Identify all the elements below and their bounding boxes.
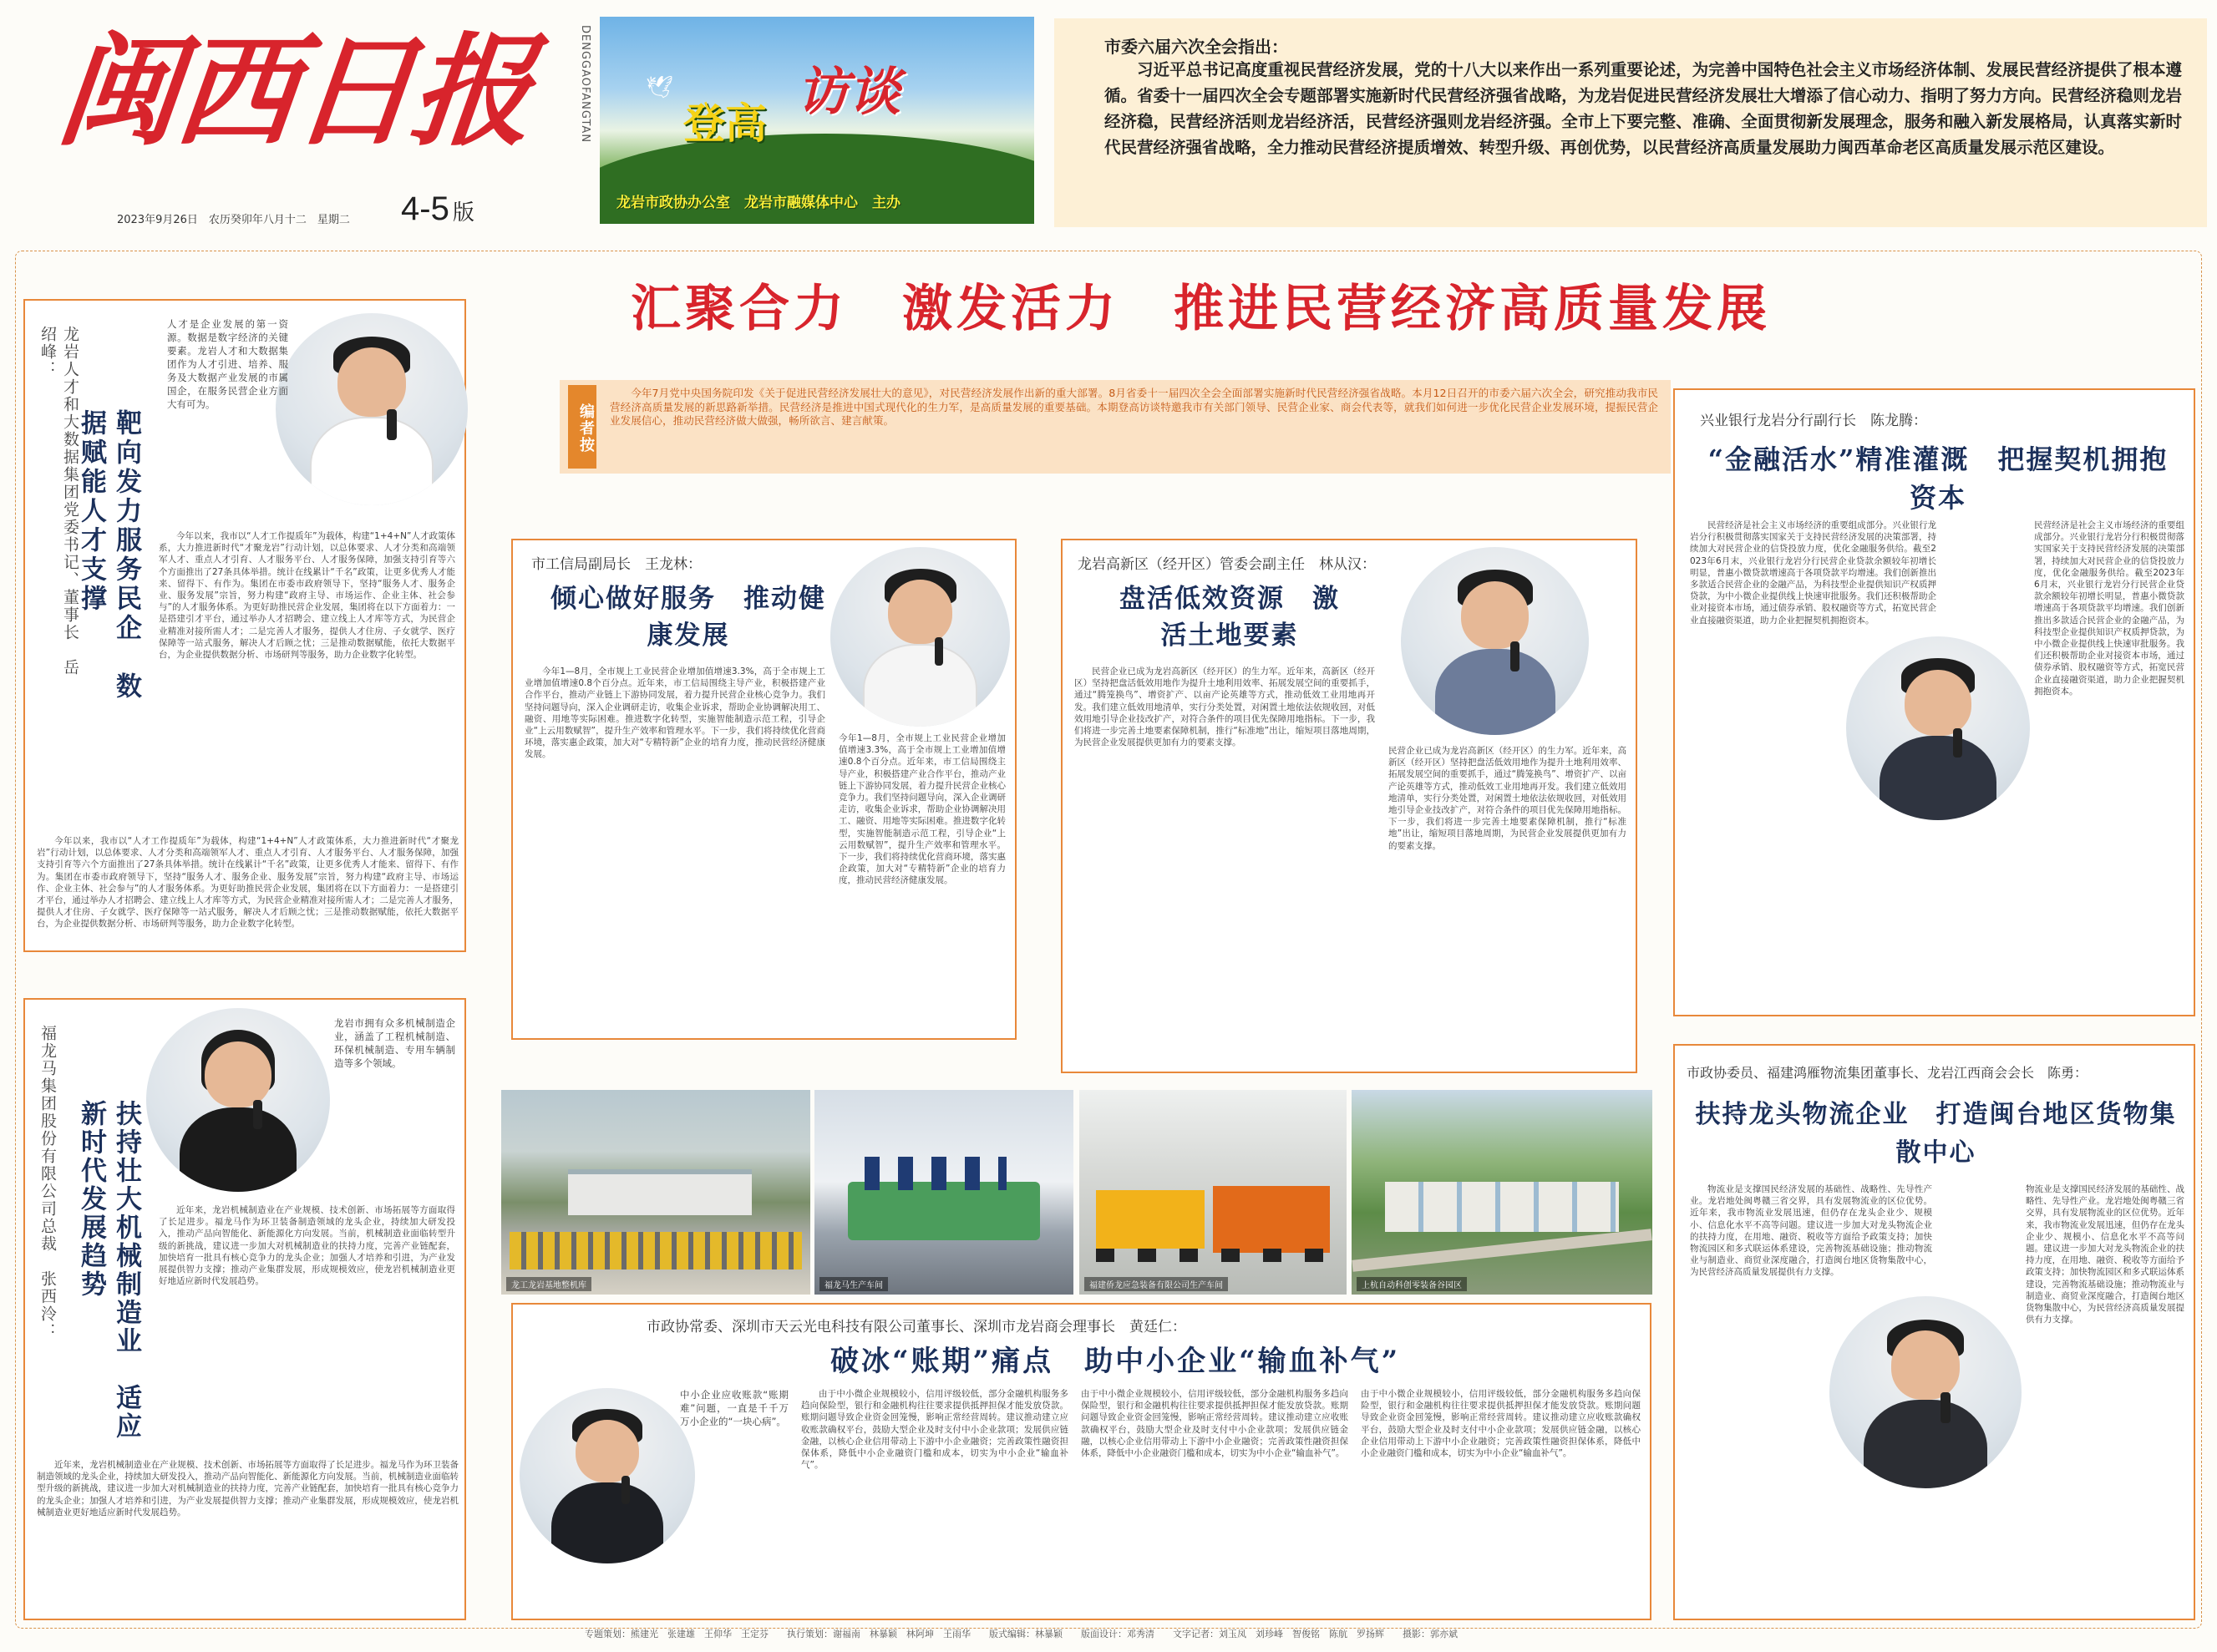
credits-footer: 专题策划：熊建光 张建雄 王仰华 王定芬 执行策划：谢福南 林暴颖 林阿坤 王雨华 版式编辑：林暴颖 版面设计：邓秀清 文字记者：刘玉凤 刘珍峰 智俊铭 陈航 罗扬辉 摄影：郭亦斌 xyxy=(585,1629,1458,1639)
page-number xyxy=(401,190,474,228)
main-headline: 汇聚合力 激发活力 推进民营经济高质量发展 xyxy=(631,280,1771,338)
editor-note xyxy=(560,380,1671,474)
photo-wang xyxy=(830,547,1010,727)
face-shape xyxy=(888,580,952,644)
photo-chen-longteng xyxy=(1846,636,2030,820)
banner-title-a: 登高 xyxy=(683,99,767,148)
microphone-icon xyxy=(1510,641,1519,671)
body-lin: 民营企业已成为龙岩高新区（经开区）的生力军。近年来，高新区（经开区）坚持把盘活低效用地作为提升土地利用效率、拓展发展空间的重要抓手，通过“腾笼换鸟”、增资扩产、以亩产论英雄等方式，推动低效工业用地再开发。我们建立低效用地清单，实行分类处置，对闲置土地依法依规收回，对低效用地引导企业技改扩产，对符合条件的项目优先保障用地指标。下一步，我们将进一步完善土地要素保障机制，推行“标准地”出让，缩短项目落地周期，为民营企业发展提供更加有力的要素支撑。 xyxy=(1074,666,1375,748)
orange-truck xyxy=(1213,1186,1330,1253)
park-buildings xyxy=(1385,1182,1619,1232)
body-zhang: 近年来，龙岩机械制造业在产业规模、技术创新、市场拓展等方面取得了长足进步。福龙马作为环卫装备制造领域的龙头企业，持续加大研发投入，推动产品向智能化、新能源化方向发展。当前，机械制造业面临转型升级的新挑战，建议进一步加大对机械制造业的扶持力度，完善产业链配套，加快培育一批具有核心竞争力的龙头企业；加强人才培养和引进，为产业发展提供智力支撑；推动产业集群发展，形成规模效应，使龙岩机械制造业更好地适应新时代发展趋势。 xyxy=(159,1205,455,1287)
headline-wang xyxy=(546,580,830,654)
body-chen-longteng: 民营经济是社会主义市场经济的重要组成部分。兴业银行龙岩分行积极贯彻落实国家关于支持民营经济发展的决策部署，持续加大对民营企业的信贷投放力度，优化金融服务供给。截至2023年6月末，兴业银行龙岩分行民营企业贷款余额较年初增长明显，普惠小微贷款增速高于各项贷款平均增速。我们创新推出多款适合民营企业的金融产品，为科技型企业提供知识产权质押贷款，为中小微企业提供线上快速审批服务。我们还积极帮助企业对接资本市场，通过债券承销、股权融资等方式，拓宽民营企业直接融资渠道，助力企业把握契机拥抱资本。 xyxy=(1690,520,1936,626)
photo-zhang xyxy=(146,1008,330,1192)
headline-lin-text: 盘活低效资源 激活土地要素 xyxy=(1119,584,1340,651)
masthead xyxy=(0,0,2217,251)
intro-huang: 中小企业应收账款“账期难”问题，一直是千千万万小企业的“一块心病”。 xyxy=(680,1389,789,1427)
photo-huang xyxy=(520,1388,695,1563)
suit-shape xyxy=(1880,736,1997,820)
headline-chen-yong xyxy=(1692,1096,2180,1173)
photo-chen-yong xyxy=(1829,1296,2022,1488)
column-banner xyxy=(600,17,1034,224)
photo-caption: 福建侨龙应急装备有限公司生产车间 xyxy=(1084,1277,1228,1291)
yellow-truck xyxy=(1096,1190,1205,1249)
suit-shape xyxy=(1435,649,1555,736)
photo-lin xyxy=(1401,547,1589,735)
suit-shape xyxy=(1864,1400,1986,1488)
microphone-icon xyxy=(1953,728,1962,758)
headline-huang: 破冰“账期”痛点 助中小企业“输血补气” xyxy=(830,1345,1401,1378)
microphone-icon xyxy=(621,1476,631,1504)
headline-yue: 靶向发力服务民企 数据赋能人才支撑 xyxy=(76,409,141,702)
photo-industrial-park xyxy=(1352,1090,1652,1295)
banner-sponsor: 龙岩市政协办公室 龙岩市融媒体中心 主办 xyxy=(616,195,900,211)
page-number-value: 4-5 xyxy=(401,190,449,227)
byline-chen-yong: 市政协委员、福建鸿雁物流集团董事长、龙岩江西商会会长 陈勇： xyxy=(1687,1065,2088,1081)
face-shape xyxy=(576,1420,639,1483)
face-shape xyxy=(1891,1330,1961,1400)
body-chen-longteng-col2: 民营经济是社会主义市场经济的重要组成部分。兴业银行龙岩分行积极贯彻落实国家关于支持民营经济发展的决策部署，持续加大对民营企业的信贷投放力度，优化金融服务供给。截至2023年6月末，兴业银行龙岩分行民营企业贷款余额较年初增长明显，普惠小微贷款增速高于各项贷款平均增速。我们创新推出多款适合民营企业的金融产品，为科技型企业提供知识产权质押贷款，为中小微企业提供线上快速审批服务。我们还积极帮助企业对接资本市场，通过债券承销、股权融资等方式，拓宽民营企业直接融资渠道，助力企业把握契机拥抱资本。 xyxy=(2034,520,2184,697)
face-shape xyxy=(1905,670,1971,736)
intro-zhang: 龙岩市拥有众多机械制造企业，涵盖了工程机械制造、环保机械制造、专用车辆制造等多个领域。 xyxy=(334,1017,455,1069)
face-shape xyxy=(205,1041,271,1107)
body-wang-col2: 今年1—8月，全市规上工业民营企业增加值增速3.3%，高于全市规上工业增加值增速0.8个百分点。近年来，市工信局围绕主导产业，积极搭建产业合作平台，推动产业链上下游协同发展，着力提升民营企业核心竞争力。我们坚持问题导向，深入企业调研走访，收集企业诉求，帮助企业协调解决用工、融资、用地等实际困难。推进数字化转型，实施智能制造示范工程，引导企业“上云用数赋智”，提升生产效率和管理水平。下一步，我们将持续优化营商环境，落实惠企政策，加大对“专精特新”企业的培育力度，推动民营经济健康发展。 xyxy=(839,733,1006,886)
editor-note-body: 今年7月党中央国务院印发《关于促进民营经济发展壮大的意见》，对民营经济发展作出新的重大部署。8月省委十一届四次全会全面部署实施新时代民营经济强省战略。本月12日召开的市委六届六次全会，研究推动我市民营经济高质量发展的新思路新举措。民营经济是推进中国式现代化的生力军，是高质量发展的重要基础。本期登高访谈特邀我市有关部门领导、民营企业家、商会代表等，就我们如何进一步优化民营企业发展环境，提振民营企业发展信心，推动民营经济做大做强，畅所欲言、建言献策。 xyxy=(610,387,1658,427)
headline-chen-longteng-text: “金融活水”精准灌溉 把握契机拥抱资本 xyxy=(1707,443,2169,514)
article-chen-yong xyxy=(1673,1044,2195,1620)
microphone-icon xyxy=(1941,1392,1951,1423)
paper-name: 闽西日报 xyxy=(51,21,537,163)
machinery-rows xyxy=(510,1232,802,1269)
headline-lin xyxy=(1113,580,1347,654)
photo-caption: 龙工龙岩基地整机库 xyxy=(506,1277,591,1291)
banner-side-text: DENGGAOFANGTAN xyxy=(579,25,591,144)
article-chen-longteng xyxy=(1673,388,2195,1016)
body-wang: 今年1—8月，全市规上工业民营企业增加值增速3.3%，高于全市规上工业增加值增速0.8个百分点。近年来，市工信局围绕主导产业，积极搭建产业合作平台，推动产业链上下游协同发展，着力提升民营企业核心竞争力。我们坚持问题导向，深入企业调研走访，收集企业诉求，帮助企业协调解决用工、融资、用地等实际困难。推进数字化转型，实施智能制造示范工程，引导企业“上云用数赋智”，提升生产效率和管理水平。下一步，我们将持续优化营商环境，落实惠企政策，加大对“专精特新”企业的培育力度，推动民营经济健康发展。 xyxy=(525,666,825,760)
microphone-icon xyxy=(253,1100,262,1129)
body-lin-col2: 民营企业已成为龙岩高新区（经开区）的生力军。近年来，高新区（经开区）坚持把盘活低效用地作为提升土地利用效率、拓展发展空间的重要抓手，通过“腾笼换鸟”、增资扩产、以亩产论英雄等方式，推动低效工业用地再开发。我们建立低效用地清单，实行分类处置，对闲置土地依法依规收回，对低效用地引导企业技改扩产，对符合条件的项目优先保障用地指标。下一步，我们将进一步完善土地要素保障机制，推行“标准地”出让，缩短项目落地周期，为民营企业发展提供更加有力的要素支撑。 xyxy=(1388,746,1626,851)
photo-caption: 福龙马生产车间 xyxy=(819,1277,888,1291)
article-lin xyxy=(1061,539,1637,1073)
intro-yue: 人才是企业发展的第一资源。数据是数字经济的关键要素。龙岩人才和大数据集团作为人才引进、培养、服务及大数据产业发展的市属国企，在服务民营企业方面大有可为。 xyxy=(167,318,288,410)
photo-yue xyxy=(276,313,468,505)
headline-chen-longteng xyxy=(1700,440,2176,517)
byline-zhang: 福龙马集团股份有限公司总裁 张西泠： xyxy=(38,1025,57,1340)
road-shape xyxy=(1352,1229,1651,1272)
microphone-icon xyxy=(387,409,397,440)
suit-shape xyxy=(310,417,433,505)
headline-zhang: 扶持壮大机械制造业 适应新时代发展趋势 xyxy=(76,1100,141,1441)
session-heading: 市委六届六次全会指出： xyxy=(1104,37,1288,57)
body-huang-col3: 由于中小微企业规模较小，信用评级较低，部分金融机构服务多趋向保险型，银行和金融机构往往要求提供抵押担保才能发放贷款。账期问题导致企业资金回笼慢，影响正常经营周转。建议推动建立应收账款确权平台，鼓励大型企业及时支付中小企业款项；发展供应链金融，以核心企业信用带动上下游中小企业融资；完善政策性融资担保体系，降低中小企业融资门槛和成本，切实为中小企业“输血补气”。 xyxy=(1361,1389,1641,1459)
dress-shape xyxy=(180,1107,297,1192)
suit-shape xyxy=(551,1482,663,1563)
face-shape xyxy=(1461,581,1529,649)
article-zhang xyxy=(23,998,466,1620)
banner-title-b: 访谈 xyxy=(797,61,901,122)
photo-workshop xyxy=(814,1090,1073,1295)
body-yue-cont: 今年以来，我市以“人才工作提质年”为载体，构建“1+4+N”人才政策体系，大力推进新时代“才聚龙岩”行动计划，以总体要求、人才分类和高端领军人才、重点人才引育、人才服务平台、人才服务保障，加强支持引育等六个方面推出了27条具体举措。统计在线累计“千名”政策，让更多优秀人才能来、留得下、有作为。集团在市委市政府领导下，坚持“服务人才、服务企业、服务发展”宗旨，努力构建“政府主导、市场运作、企业主体、社会参与”的人才服务体系。为更好助推民营企业发展，集团将在以下方面着力：一是搭建引才平台，通过举办人才招聘会、建立线上人才库等方式，为民营企业精准对接所需人才；二是完善人才服务，提供人才住房、子女就学、医疗保障等一站式服务，解决人才后顾之忧；三是推动数据赋能，依托大数据平台，为企业提供数据分析、市场研判等服务，助力企业数字化转型。 xyxy=(37,836,459,930)
photo-factory-aerial xyxy=(501,1090,810,1295)
photo-caption: 上杭自动科创零装备谷园区 xyxy=(1357,1277,1467,1291)
article-yue xyxy=(23,299,466,952)
microphone-icon xyxy=(935,637,944,666)
body-chen-yong-col2: 物流业是支撑国民经济发展的基础性、战略性、先导性产业。龙岩地处闽粤赣三省交界，具有发展物流业的区位优势。近年来，我市物流业发展迅速，但仍存在龙头企业少、规模小、信息化水平不高等问题。建议进一步加大对龙头物流企业的扶持力度，在用地、融资、税收等方面给予政策支持；加快物流园区和多式联运体系建设，完善物流基础设施；推动物流业与制造业、商贸业深度融合，打造闽台地区货物集散中心，为民营经济高质量发展提供有力支撑。 xyxy=(2026,1184,2184,1325)
byline-lin: 龙岩高新区（经开区）管委会副主任 林从汉： xyxy=(1078,556,1376,573)
editor-note-label: 编者按 xyxy=(568,385,596,469)
truck-wheels xyxy=(1096,1249,1330,1262)
body-chen-yong: 物流业是支撑国民经济发展的基础性、战略性、先导性产业。龙岩地处闽粤赣三省交界，具有发展物流业的区位优势。近年来，我市物流业发展迅速，但仍存在龙头企业少、规模小、信息化水平不高等问题。建议进一步加大对龙头物流企业的扶持力度，在用地、融资、税收等方面给予政策支持；加快物流园区和多式联运体系建设，完善物流基础设施；推动物流业与制造业、商贸业深度融合，打造闽台地区货物集散中心，为民营经济高质量发展提供有力支撑。 xyxy=(1690,1184,1932,1278)
article-wang xyxy=(511,539,1017,1040)
session-box xyxy=(1054,18,2207,227)
body-zhang-cont: 近年来，龙岩机械制造业在产业规模、技术创新、市场拓展等方面取得了长足进步。福龙马作为环卫装备制造领域的龙头企业，持续加大研发投入，推动产品向智能化、新能源化方向发展。当前，机械制造业面临转型升级的新挑战，建议进一步加大对机械制造业的扶持力度，完善产业链配套，加快培育一批具有核心竞争力的龙头企业；加强人才培养和引进，为产业发展提供智力支撑；推动产业集群发展，形成规模效应，使龙岩机械制造业更好地适应新时代发展趋势。 xyxy=(37,1460,459,1518)
page-number-suffix: 版 xyxy=(452,200,474,225)
photo-emergency-trucks xyxy=(1079,1090,1347,1295)
byline-huang: 市政协常委、深圳市天云光电科技有限公司董事长、深圳市龙岩商会理事长 黄廷仁： xyxy=(647,1319,1186,1335)
building-shape xyxy=(568,1169,752,1215)
article-huang xyxy=(511,1303,1651,1620)
workers xyxy=(865,1157,1007,1190)
byline-yue: 龙岩人才和大数据集团党委书记、董事长 岳绍峰： xyxy=(38,326,79,677)
headline-wang-text: 倾心做好服务 推动健康发展 xyxy=(550,584,826,651)
headline-chen-yong-text: 扶持龙头物流企业 打造闽台地区货物集散中心 xyxy=(1695,1100,2177,1168)
session-body: 习近平总书记高度重视民营经济发展，党的十八大以来作出一系列重要论述，为完善中国特色社会主义市场经济体制、发展民营经济提供了根本遵循。省委十一届四次全会专题部署实施新时代民营经济强省战略，为龙岩促进民营经济发展壮大增添了信心动力、指明了努力方向。民营经济稳则龙岩经济稳，民营经济活则龙岩经济活，民营经济强则龙岩经济强。全市上下要完整、准确、全面贯彻新发展理念，服务和融入新发展格局，认真落实新时代民营经济强省战略，全力推动民营经济提质增效、转型升级、再创优势，以民营经济高质量发展助力闽西革命老区高质量发展示范区建设。 xyxy=(1104,60,2182,157)
date-line: 2023年9月26日 农历癸卯年八月十二 星期二 xyxy=(117,214,350,226)
byline-wang: 市工信局副局长 王龙林： xyxy=(531,556,702,573)
body-huang-col2: 由于中小微企业规模较小，信用评级较低，部分金融机构服务多趋向保险型，银行和金融机构往往要求提供抵押担保才能发放贷款。账期问题导致企业资金回笼慢，影响正常经营周转。建议推动建立应收账款确权平台，鼓励大型企业及时支付中小企业款项；发展供应链金融，以核心企业信用带动上下游中小企业融资；完善政策性融资担保体系，降低中小企业融资门槛和成本，切实为中小企业“输血补气”。 xyxy=(1081,1389,1348,1459)
green-machine xyxy=(848,1182,1040,1240)
face-shape xyxy=(337,347,407,417)
body-huang: 由于中小微企业规模较小，信用评级较低，部分金融机构服务多趋向保险型，银行和金融机构往往要求提供抵押担保才能发放贷款。账期问题导致企业资金回笼慢，影响正常经营周转。建议推动建立应收账款确权平台，鼓励大型企业及时支付中小企业款项；发展供应链金融，以核心企业信用带动上下游中小企业融资；完善政策性融资担保体系，降低中小企业融资门槛和成本，切实为中小企业“输血补气”。 xyxy=(801,1389,1068,1471)
suit-shape xyxy=(863,644,978,727)
dove-icon: 🕊 xyxy=(646,75,674,100)
body-yue: 今年以来，我市以“人才工作提质年”为载体，构建“1+4+N”人才政策体系，大力推进新时代“才聚龙岩”行动计划，以总体要求、人才分类和高端领军人才、重点人才引育、人才服务平台、人才服务保障，加强支持引育等六个方面推出了27条具体举措。统计在线累计“千名”政策，让更多优秀人才能来、留得下、有作为。集团在市委市政府领导下，坚持“服务人才、服务企业、服务发展”宗旨，努力构建“政府主导、市场运作、企业主体、社会参与”的人才服务体系。为更好助推民营企业发展，集团将在以下方面着力：一是搭建引才平台，通过举办人才招聘会、建立线上人才库等方式，为民营企业精准对接所需人才；二是完善人才服务，提供人才住房、子女就学、医疗保障等一站式服务，解决人才后顾之忧；三是推动数据赋能，依托大数据平台，为企业提供数据分析、市场研判等服务，助力企业数字化转型。 xyxy=(159,531,455,661)
byline-chen-longteng: 兴业银行龙岩分行副行长 陈龙腾： xyxy=(1700,413,1927,429)
